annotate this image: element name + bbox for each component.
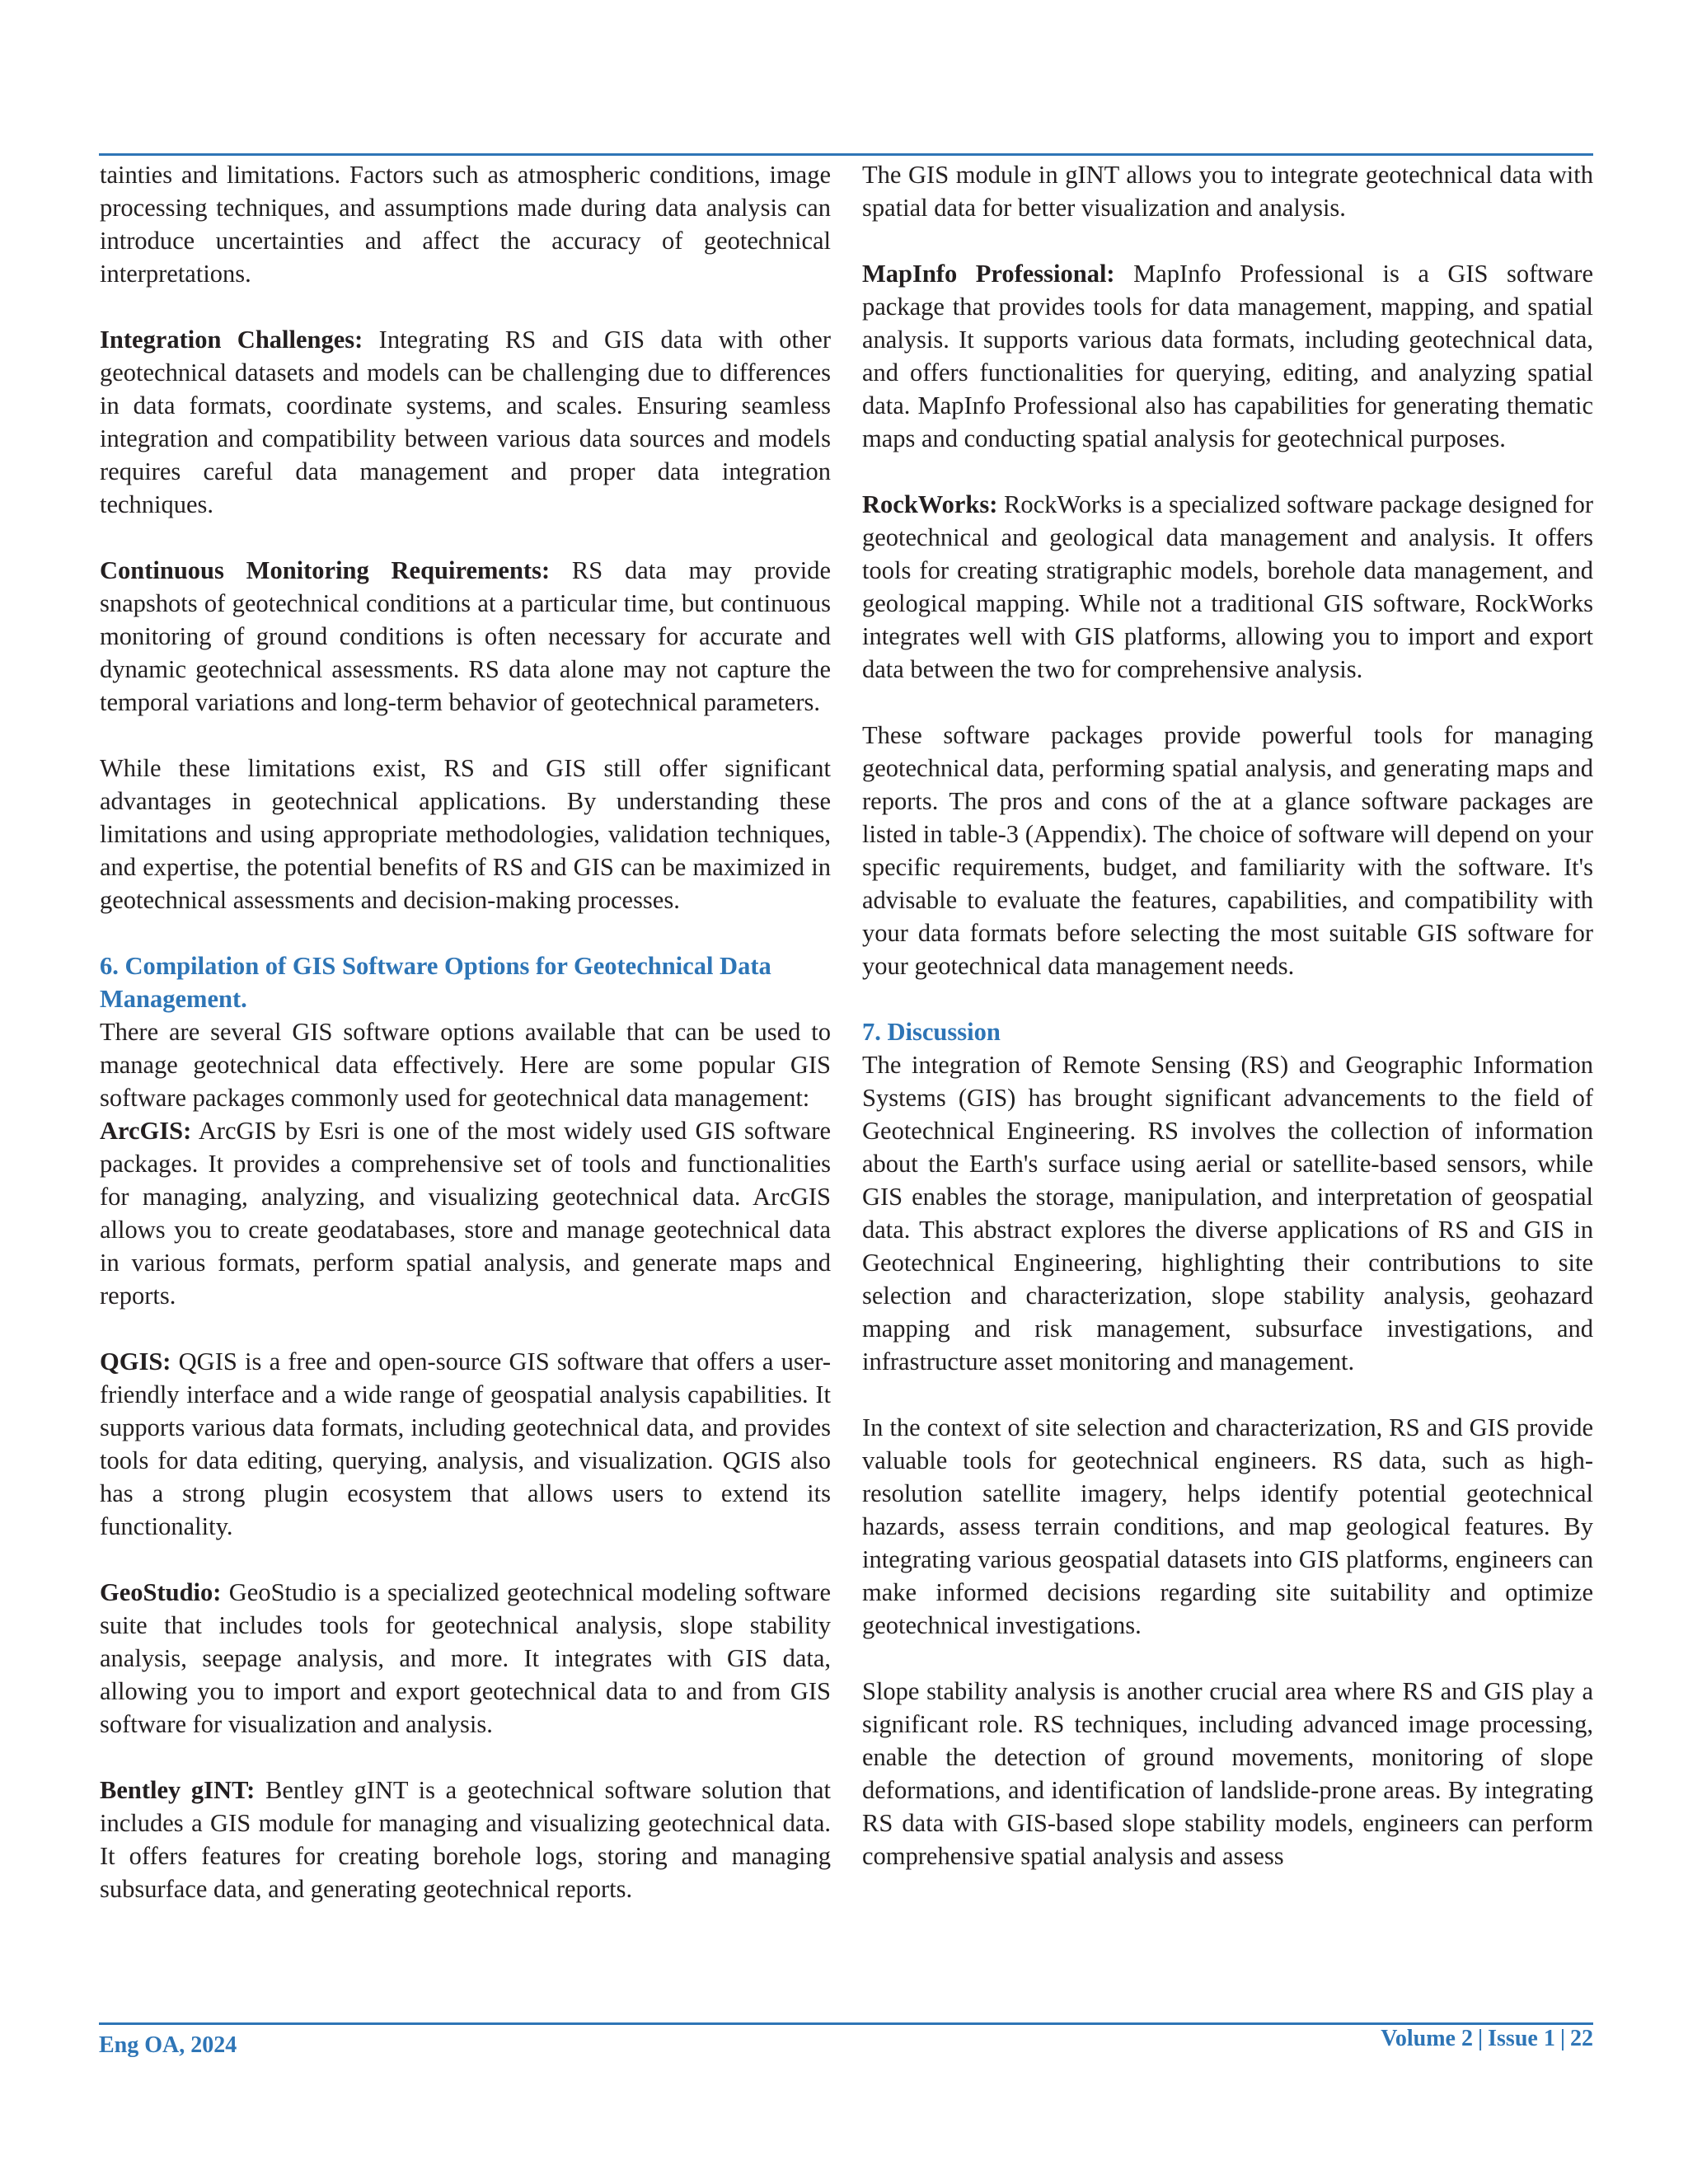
paragraph-software-intro: There are several GIS software options available that can be used to manage geotechnical data effectively. Here are some popular GIS software packages commonly used for geotechnical data management: <box>100 1018 831 1112</box>
paragraph-gint-continued: The GIS module in gINT allows you to integrate geotechnical data with spatial data for better visualization and analysis. <box>862 161 1593 222</box>
paragraph-discussion-3: Slope stability analysis is another crucial area where RS and GIS play a significant role. RS techniques, including advanced image processing, enable the detection of ground movements, monitoring of slope deformations, and identification of landslide-prone areas. By integrating RS data with GIS-based slope stability models, engineers can perform comprehensive spatial analysis and assess <box>862 1677 1593 1870</box>
term-mapinfo: MapInfo Professional: <box>862 260 1115 288</box>
header-rule <box>99 153 1593 156</box>
paragraph-integration-challenges: Integration Challenges: Integrating RS and GIS data with other geotechnical datasets and models can be challenging due to differences in data formats, coordinate systems, and scales. Ensuring seamless integration and compatibility between various data sources and models requires careful data management and proper data integration techniques. <box>100 326 831 518</box>
paragraph-qgis: QGIS: QGIS is a free and open-source GIS software that offers a user-friendly interface and a wide range of geospatial analysis capabilities. It supports various data formats, including geotechnical data, and provides tools for data editing, querying, analysis, and visualization. QGIS also has a strong plugin ecosystem that allows users to extend its functionality. <box>100 1347 831 1540</box>
section-7-heading: 7. Discussion <box>862 1018 1001 1046</box>
right-column <box>862 158 1593 1872</box>
footer-rule <box>99 2022 1593 2025</box>
term-geostudio: GeoStudio: <box>100 1578 222 1606</box>
paragraph-software-summary: These software packages provide powerful tools for managing geotechnical data, performing spatial analysis, and generating maps and reports. The pros and cons of the at a glance software packages are listed in table-3 (Appendix). The choice of software will depend on your specific requirements, budget, and familiarity with the software. It's advisable to evaluate the features, capabilities, and compatibility with your data formats before selecting the most suitable GIS software for your geotechnical data management needs. <box>862 721 1593 980</box>
footer-volume: Volume 2 <box>1381 2026 1473 2051</box>
paragraph-continuous-monitoring: Continuous Monitoring Requirements: RS data may provide snapshots of geotechnical conditions at a particular time, but continuous monitoring of ground conditions is often necessary for accurate and dynamic geotechnical assessments. RS data alone may not capture the temporal variations and long-term behavior of geotechnical parameters. <box>100 556 831 716</box>
footer-volume-issue-page <box>1381 2026 1593 2052</box>
paragraph-mapinfo: MapInfo Professional: MapInfo Professional is a GIS software package that provides tools for data management, mapping, and spatial analysis. It supports various data formats, including geotechnical data, and offers functionalities for querying, editing, and analyzing spatial data. MapInfo Professional also has capabilities for generating thematic maps and conducting spatial analysis for geotechnical purposes. <box>862 260 1594 452</box>
paragraph-geostudio: GeoStudio: GeoStudio is a specialized geotechnical modeling software suite that includes tools for geotechnical analysis, slope stability analysis, seepage analysis, and more. It integrates with GIS data, allowing you to import and export geotechnical data to and from GIS software for visualization and analysis. <box>100 1578 831 1738</box>
paragraph-discussion-1: The integration of Remote Sensing (RS) and Geographic Information Systems (GIS) has brought significant advancements to the field of Geotechnical Engineering. RS involves the collection of information about the Earth's surface using aerial or satellite-based sensors, while GIS enables the storage, manipulation, and interpretation of geospatial data. This abstract explores the diverse applications of RS and GIS in Geotechnical Engineering, highlighting their contributions to site selection and characterization, slope stability analysis, geohazard mapping and risk management, subsurface investigations, and infrastructure asset monitoring and management. <box>862 1051 1593 1376</box>
paragraph-arcgis: ArcGIS: ArcGIS by Esri is one of the most widely used GIS software packages. It provides a comprehensive set of tools and functionalities for managing, analyzing, and visualizing geotechnical data. ArcGIS allows you to create geodatabases, store and manage geotechnical data in various formats, perform spatial analysis, and generate maps and reports. <box>100 1117 831 1310</box>
term-rockworks: RockWorks: <box>862 490 998 518</box>
paragraph-limitations-continued: tainties and limitations. Factors such as atmospheric conditions, image processing techniques, and assumptions made during data analysis can introduce uncertainties and affect the accuracy of geotechnical interpretations. <box>100 161 831 288</box>
section-6-heading: 6. Compilation of GIS Software Options for Geotechnical Data Management. <box>100 952 771 1013</box>
term-bentley-gint: Bentley gINT: <box>100 1776 256 1804</box>
term-continuous-monitoring: Continuous Monitoring Requirements: <box>100 556 551 584</box>
footer-issue: Issue 1 <box>1488 2026 1555 2051</box>
term-arcgis: ArcGIS: <box>100 1117 192 1145</box>
paragraph-bentley-gint: Bentley gINT: Bentley gINT is a geotechnical software solution that includes a GIS module for managing and visualizing geotechnical data. It offers features for creating borehole logs, storing and managing subsurface data, and generating geotechnical reports. <box>100 1776 831 1903</box>
footer-separator: | <box>1477 2026 1484 2051</box>
paragraph-discussion-2: In the context of site selection and characterization, RS and GIS provide valuable tools for geotechnical engineers. RS data, such as high-resolution satellite imagery, helps identify potential geotechnical hazards, assess terrain conditions, and map geological features. By integrating various geospatial datasets into GIS platforms, engineers can make informed decisions regarding site suitability and optimize geotechnical investigations. <box>862 1413 1593 1639</box>
footer-separator: | <box>1559 2026 1565 2051</box>
paragraph-limitations-summary: While these limitations exist, RS and GIS still offer significant advantages in geotechnical applications. By understanding these limitations and using appropriate methodologies, validation techniques, and expertise, the potential benefits of RS and GIS can be maximized in geotechnical assessments and decision-making processes. <box>100 754 831 914</box>
paragraph-rockworks: RockWorks: RockWorks is a specialized software package designed for geotechnical and geological data management and analysis. It offers tools for creating stratigraphic models, borehole data management, and geological mapping. While not a traditional GIS software, RockWorks integrates well with GIS platforms, allowing you to import and export data between the two for comprehensive analysis. <box>862 490 1593 683</box>
term-qgis: QGIS: <box>100 1347 171 1376</box>
term-integration-challenges: Integration Challenges: <box>100 326 363 354</box>
footer-page-number: 22 <box>1570 2026 1593 2051</box>
left-column <box>100 158 831 1905</box>
footer-journal: Eng OA, 2024 <box>99 2032 237 2058</box>
